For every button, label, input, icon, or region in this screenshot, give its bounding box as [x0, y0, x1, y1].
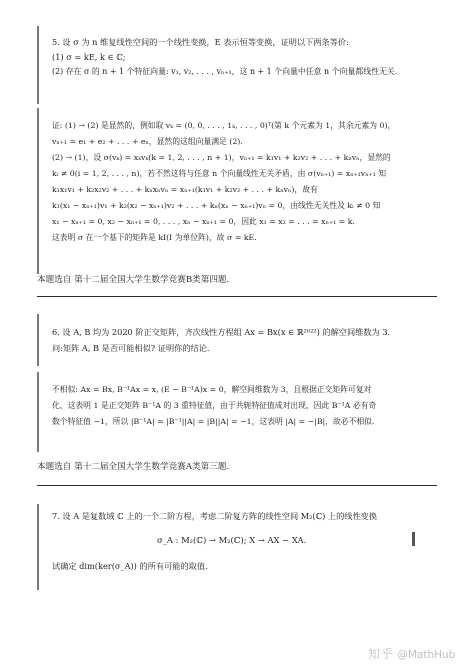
proof-5-line: k₁x₁v₁ + k₂x₂v₂ + . . . + kₙxₙvₙ = xₙ₊₁(k₁v₁ + k₂v₂ + . . . + kₙvₙ)，故有 [52, 185, 318, 194]
divider [37, 296, 437, 297]
problem-6-line-1: 6. 设 A, B 均为 2020 阶正交矩阵，齐次线性方程组 Ax = Bx(x ∈ ℝ²⁰²²) 的解空间维数为 3. [52, 327, 391, 337]
proof-6-line: 不相似: Ax = Bx, B⁻¹Ax = x, (E − B⁻¹A)x = 0，解空间维数为 3，且根据正交矩阵可复对 [52, 385, 372, 394]
problem-5-box [37, 26, 432, 104]
problem-5-line-2: (1) σ = kE, k ∈ ℂ; [52, 52, 126, 62]
proof-5-line: vₙ₊₁ = e₁ + e₂ + . . . + eₙ，显然的这组向量满足 (2). [52, 137, 243, 146]
watermark-handle: @MathHub [397, 649, 456, 661]
source-6: 本题选自 第十二届全国大学生数学竞赛A类第三题. [37, 462, 230, 472]
problem-7-line-1: 7. 设 A 是复数域 ℂ 上的一个二阶方程，考虑二阶复方阵的线性空间 M₂(ℂ) 上的线性变换 [52, 511, 378, 521]
proof-6-line: 数个特征值 −1，所以 |B⁻¹A| = |B⁻¹||A| = |B||A| = −1，这表明 |A| = −|B|，故必不相似. [52, 417, 375, 426]
problem-6-line-2: 问:矩阵 A, B 是否可能相似? 证明你的结论. [52, 343, 210, 353]
proof-5-box [37, 108, 432, 274]
problem-5-line-1: 5. 设 σ 为 n 维复线性空间的一个线性变换，E 表示恒等变换，证明以下两条等价: [52, 37, 349, 47]
proof-6-box [37, 372, 432, 452]
proof-6-line: 化，这表明 1 是正交矩阵 B⁻¹A 的 3 重特征值，由于共轭特征值成对出现，因此 B⁻¹A 必有奇 [52, 401, 377, 410]
proof-5-line: k₁(x₁ − xₙ₊₁)v₁ + k₂(x₂ − xₙ₊₁)v₂ + . . . + kₙ(xₙ − xₙ₊₁)vₙ = 0，由线性无关性及 kᵢ ≠ 0 知 [52, 201, 381, 210]
proof-5-line: (2) → (1)，设 σ(vₖ) = xₖvₖ(k = 1, 2, . . . , n + 1)，vₙ₊₁ = k₁v₁ + k₂v₂ + . . . + kₙvₙ，显然的 [52, 153, 391, 162]
proof-5-line: kᵢ ≠ 0(i = 1, 2, . . . , n)，若不然这将与任意 n 个向量线性无关矛盾，由 σ(vₙ₊₁) = xₙ₊₁vₙ₊₁ 知 [52, 169, 387, 178]
watermark-brand: 知乎 [368, 647, 395, 661]
problem-5-line-3: (2) 存在 σ 的 n + 1 个特征向量: v₁, v₂, . . . , vₙ₊₁，这 n + 1 个向量中任意 n 个向量都线性无关. [52, 67, 398, 76]
watermark [368, 645, 455, 662]
source-5: 本题选自 第十二届全国大学生数学竞赛B类第四题. [37, 275, 230, 285]
scroll-marker [412, 532, 415, 546]
problem-6-box [37, 314, 432, 366]
problem-7-box [37, 504, 432, 590]
proof-5-line: 证: (1) → (2) 是显然的，例如取 vₖ = (0, 0, . . . , 1ₖ, . . . , 0)ᵀ(第 k 个元素为 1，其余元素为 0)， [52, 121, 396, 130]
proof-5-line: x₁ − xₙ₊₁ = 0, x₂ − xₙ₊₁ = 0, . . . , xₙ − xₙ₊₁ = 0，因此 x₁ = x₂ = . . . = xₙ₊₁ = k. [52, 217, 355, 226]
problem-7-line-3: 试确定 dim(ker(σ_A)) 的所有可能的取值. [52, 561, 208, 571]
divider [37, 485, 437, 486]
problem-7-formula: σ_A : M₂(ℂ) → M₂(ℂ); X → AX − XA. [157, 535, 307, 545]
proof-5-line: 这表明 σ 在一个基下的矩阵是 kI(I 为单位阵)，故 σ = kE. [52, 233, 257, 242]
